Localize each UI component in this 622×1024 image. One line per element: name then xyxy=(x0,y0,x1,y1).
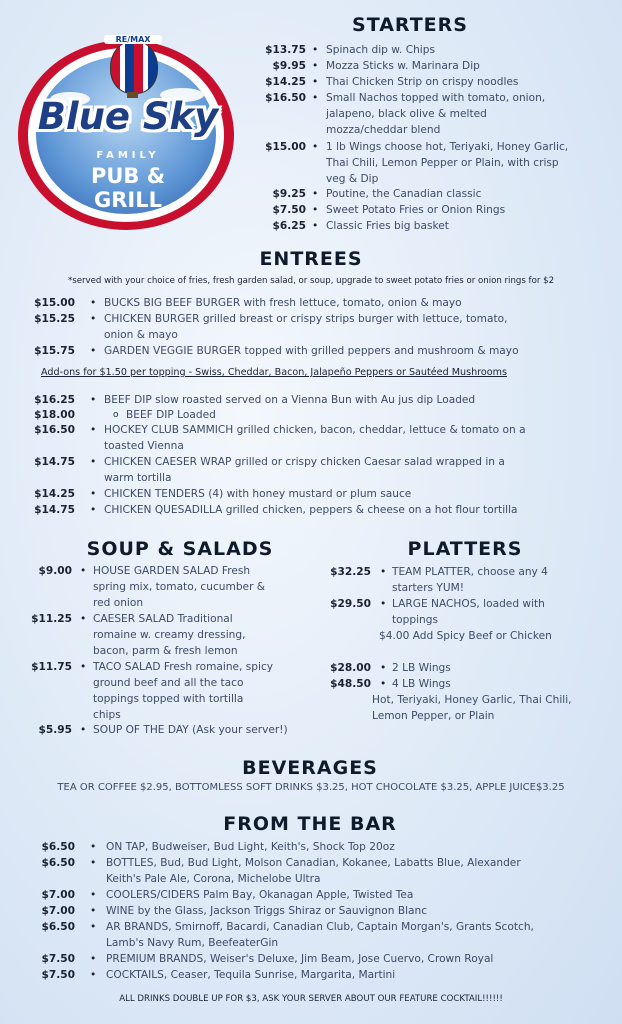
bullet-icon: • xyxy=(90,456,97,468)
bullet-icon: • xyxy=(312,220,319,232)
item-price: $7.00 xyxy=(41,889,75,901)
item-description: Lamb's Navy Rum, BeefeaterGin xyxy=(106,937,279,949)
item-price: $29.50 xyxy=(330,598,371,610)
soups-title: SOUP & SALADS xyxy=(86,538,274,560)
item-description: BUCKS BIG BEEF BURGER with fresh lettuce, tomato, onion & mayo xyxy=(104,297,462,309)
item-description: BEEF DIP slow roasted served on a Vienna Bun with Au jus dip Loaded xyxy=(104,394,476,406)
item-price: $7.00 xyxy=(41,905,75,917)
item-price: $14.75 xyxy=(34,456,75,468)
item-price: $6.50 xyxy=(41,841,75,853)
item-description: AR BRANDS, Smirnoff, Bacardi, Canadian Club, Captain Morgan's, Grants Scotch, xyxy=(106,921,534,933)
bullet-icon: • xyxy=(90,394,97,406)
bullet-icon: • xyxy=(90,953,97,965)
item-price: $14.25 xyxy=(265,76,306,88)
item-price: $9.25 xyxy=(272,188,306,200)
circle-bullet-icon: o xyxy=(113,410,119,420)
item-description: CHICKEN BURGER grilled breast or crispy strips burger with lettuce, tomato, xyxy=(104,313,508,325)
item-description: Classic Fries big basket xyxy=(326,220,449,232)
item-description: mozza/cheddar blend xyxy=(326,124,441,136)
item-description: Small Nachos topped with tomato, onion, xyxy=(326,92,546,104)
wings-flavors: Lemon Pepper, or Plain xyxy=(372,710,495,722)
item-price: $7.50 xyxy=(272,204,306,216)
bullet-icon: • xyxy=(312,76,319,88)
beverages-line: TEA OR COFFEE $2.95, BOTTOMLESS SOFT DRINKS $3.25, HOT CHOCOLATE $3.25, APPLE JUICE$3.25 xyxy=(57,782,565,793)
bar-footer: ALL DRINKS DOUBLE UP FOR $3, ASK YOUR SERVER ABOUT OUR FEATURE COCKTAIL!!!!!! xyxy=(119,994,503,1004)
hot-air-balloon-icon xyxy=(110,40,158,94)
item-price: $48.50 xyxy=(330,678,371,690)
item-description: red onion xyxy=(93,597,144,609)
item-price: $14.25 xyxy=(34,488,75,500)
item-description: Poutine, the Canadian classic xyxy=(326,188,482,200)
wings-flavors: Hot, Teriyaki, Honey Garlic, Thai Chili, xyxy=(372,694,572,706)
bullet-icon: • xyxy=(312,141,319,153)
item-price: $9.95 xyxy=(272,60,306,72)
item-price: $18.00 xyxy=(34,409,75,421)
item-description: Sweet Potato Fries or Onion Rings xyxy=(326,204,506,216)
item-price: $13.75 xyxy=(265,44,306,56)
bullet-icon: • xyxy=(90,488,97,500)
item-description: PREMIUM BRANDS, Weiser's Deluxe, Jim Beam, Jose Cuervo, Crown Royal xyxy=(106,953,494,965)
bullet-icon: • xyxy=(90,841,97,853)
item-description: Thai Chicken Strip on crispy noodles xyxy=(326,76,519,88)
starters-title: STARTERS xyxy=(352,14,468,36)
item-price: $14.75 xyxy=(34,504,75,516)
item-price: $16.50 xyxy=(265,92,306,104)
bullet-icon: • xyxy=(312,60,319,72)
item-description: BOTTLES, Bud, Bud Light, Molson Canadian, Kokanee, Labatts Blue, Alexander xyxy=(106,857,521,869)
item-price: $32.25 xyxy=(330,566,371,578)
bullet-icon: • xyxy=(380,662,387,674)
bullet-icon: • xyxy=(90,969,97,981)
item-description: COOLERS/CIDERS Palm Bay, Okanagan Apple, Twisted Tea xyxy=(106,889,414,901)
item-description: CHICKEN CAESER WRAP grilled or crispy chicken Caesar salad wrapped in a xyxy=(104,456,505,468)
item-description: toasted Vienna xyxy=(104,440,184,452)
bullet-icon: • xyxy=(90,905,97,917)
item-price: $16.50 xyxy=(34,424,75,436)
bullet-icon: • xyxy=(380,566,387,578)
item-description: bacon, parm & fresh lemon xyxy=(93,645,238,657)
entrees-note: *served with your choice of fries, fresh garden salad, or soup, upgrade to sweet potato fries or onion rings for $2 xyxy=(67,276,555,286)
item-description: WINE by the Glass, Jackson Triggs Shiraz or Sauvignon Blanc xyxy=(106,905,428,917)
item-description: spring mix, tomato, cucumber & xyxy=(93,581,266,593)
item-description: HOUSE GARDEN SALAD Fresh xyxy=(93,565,251,577)
bullet-icon: • xyxy=(90,297,97,309)
bullet-icon: • xyxy=(380,678,387,690)
item-description: LARGE NACHOS, loaded with xyxy=(392,598,545,610)
addons-note: Add-ons for $1.50 per topping - Swiss, Cheddar, Bacon, Jalapeño Peppers or Sautéed Mushrooms xyxy=(41,367,507,378)
item-description: 4 LB Wings xyxy=(392,678,451,690)
item-description: GARDEN VEGGIE BURGER topped with grilled peppers and mushroom & mayo xyxy=(104,345,519,357)
item-description: Mozza Sticks w. Marinara Dip xyxy=(326,60,480,72)
item-price: $15.25 xyxy=(34,313,75,325)
item-description: TACO SALAD Fresh romaine, spicy xyxy=(93,661,274,673)
item-price: $11.75 xyxy=(31,661,72,673)
bullet-icon: • xyxy=(80,724,87,736)
item-description: Thai Chili, Lemon Pepper or Plain, with crisp xyxy=(326,157,559,169)
item-description: BEEF DIP Loaded xyxy=(126,409,216,421)
bullet-icon: • xyxy=(90,424,97,436)
item-price: $7.50 xyxy=(41,969,75,981)
bullet-icon: • xyxy=(90,857,97,869)
bullet-icon: • xyxy=(312,92,319,104)
item-description: chips xyxy=(93,709,121,721)
item-price: $6.50 xyxy=(41,857,75,869)
item-description: 1 lb Wings choose hot, Teriyaki, Honey Garlic, xyxy=(326,141,569,153)
item-description: toppings xyxy=(392,614,438,626)
item-description: CHICKEN TENDERS (4) with honey mustard or plum sauce xyxy=(104,488,412,500)
bullet-icon: • xyxy=(90,345,97,357)
item-description: Keith's Pale Ale, Corona, Michelobe Ultra xyxy=(106,873,321,885)
entrees-title: ENTREES xyxy=(259,248,363,270)
item-description: HOCKEY CLUB SAMMICH grilled chicken, bacon, cheddar, lettuce & tomato on a xyxy=(104,424,526,436)
logo-name: Blue Sky xyxy=(37,95,219,138)
item-price: $9.00 xyxy=(38,565,72,577)
logo-brand: RE/MAX xyxy=(104,35,162,44)
nachos-extra: $4.00 Add Spicy Beef or Chicken xyxy=(379,630,552,642)
bullet-icon: • xyxy=(80,565,87,577)
item-description: SOUP OF THE DAY (Ask your server!) xyxy=(93,724,288,736)
item-price: $15.00 xyxy=(34,297,75,309)
item-price: $28.00 xyxy=(330,662,371,674)
item-price: $6.25 xyxy=(272,220,306,232)
item-price: $15.75 xyxy=(34,345,75,357)
item-description: CHICKEN QUESADILLA grilled chicken, peppers & cheese on a hot flour tortilla xyxy=(104,504,518,516)
bullet-icon: • xyxy=(312,188,319,200)
item-description: TEAM PLATTER, choose any 4 xyxy=(392,566,548,578)
item-description: COCKTAILS, Ceaser, Tequila Sunrise, Margarita, Martini xyxy=(106,969,396,981)
item-description: ground beef and all the taco xyxy=(93,677,244,689)
item-description: warm tortilla xyxy=(104,472,172,484)
bullet-icon: • xyxy=(90,504,97,516)
item-description: romaine w. creamy dressing, xyxy=(93,629,246,641)
item-price: $6.50 xyxy=(41,921,75,933)
premium-price: $7.50 xyxy=(41,953,75,965)
item-price: $16.25 xyxy=(34,394,75,406)
logo-pub-grill: PUB & GRILL xyxy=(90,164,166,212)
item-description: CAESER SALAD Traditional xyxy=(93,613,233,625)
bullet-icon: • xyxy=(312,44,319,56)
bullet-icon: • xyxy=(90,313,97,325)
item-price: $11.25 xyxy=(31,613,72,625)
item-price: $15.00 xyxy=(265,141,306,153)
bullet-icon: • xyxy=(80,661,87,673)
item-description: jalapeno, black olive & melted xyxy=(326,108,487,120)
item-description: veg & Dip xyxy=(326,173,379,185)
bullet-icon: • xyxy=(90,889,97,901)
platters-title: PLATTERS xyxy=(407,538,523,560)
bullet-icon: • xyxy=(380,598,387,610)
beverages-title: BEVERAGES xyxy=(242,757,378,779)
item-description: starters YUM! xyxy=(392,582,465,594)
item-description: Spinach dip w. Chips xyxy=(326,44,435,56)
bullet-icon: • xyxy=(312,204,319,216)
item-description: toppings topped with tortilla xyxy=(93,693,244,705)
logo-family: FAMILY xyxy=(96,150,160,161)
item-description: 2 LB Wings xyxy=(392,662,451,674)
bar-title: FROM THE BAR xyxy=(223,813,397,835)
item-description: onion & mayo xyxy=(104,329,178,341)
bullet-icon: • xyxy=(80,613,87,625)
item-price: $5.95 xyxy=(38,724,72,736)
bullet-icon: • xyxy=(90,921,97,933)
item-description: ON TAP, Budweiser, Bud Light, Keith's, Shock Top 20oz xyxy=(106,841,395,853)
